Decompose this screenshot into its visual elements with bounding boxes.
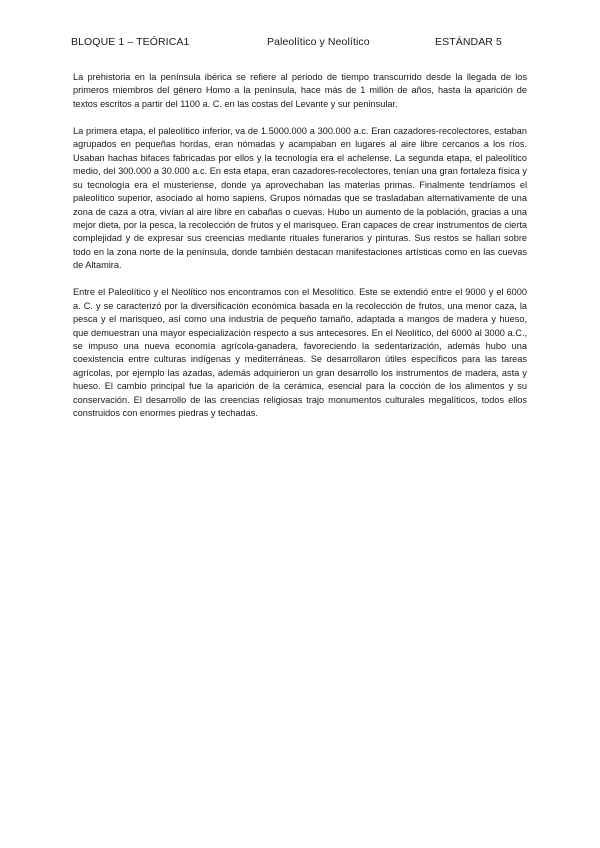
header-topic: Paleolítico y Neolítico — [267, 36, 370, 48]
document-body — [73, 71, 527, 434]
paragraph-paleolitico: La primera etapa, el paleolítico inferior, va de 1.5000.000 a 300.000 a.c. Eran cazadores-recolectores, estaban agrupados en pequeñas hordas, eran nómadas y acampaban en lugares al aire libre cercanos a los ríos. Usaban hachas bifaces fabricadas por ellos y la tecnología era el achelense. La segunda etapa, el paleolítico medio, del 300.000 a 30.000 a.c. En esta etapa, eran cazadores-recolectores, tenían una gran fortaleza física y su tecnología era el musteriense, donde ya aprovechaban las materias primas. Finalmente tendríamos el paleolítico superior, asociado al homo sapiens. Grupos nómadas que se trasladaban alternativamente de una zona de caza a otra, vivían al aire libre en cabañas o cuevas. Hubo un aumento de la población, gracias a una mejor dieta, por la pesca, la recolección de frutos y el marisqueo. Eran capaces de crear instrumentos de cierta complejidad y de expresar sus creencias mediante rituales funerarios y pinturas. Sus restos se hallan sobre todo en la zona norte de la península, donde también destacan manifestaciones artísticas como en las cuevas de Altamira. — [73, 125, 527, 271]
paragraph-prehistoria: La prehistoria en la península ibérica se refiere al periodo de tiempo transcurrido desde la llegada de los primeros miembros del género Homo a la península, hace más de 1 millón de años, hasta la aparición de textos escritos a partir del 1100 a. C. en las costas del Levante y sur peninsular. — [73, 72, 527, 109]
header-block-title: BLOQUE 1 – TEÓRICA1 — [71, 36, 190, 48]
paragraph-mesolitico-neolitico: Entre el Paleolítico y el Neolítico nos encontramos con el Mesolítico. Este se extendió entre el 9000 y el 6000 a. C. y se caracterizó por la diversificación económica basada en la recolección de frutos, una menor caza, la pesca y el marisqueo, así como una industria de pequeño tamaño, adaptada a mangos de madera y hueso, que demuestran una mayor especialización respecto a sus antecesores. En el Neolítico, del 6000 al 3000 a.C., se impuso una nueva economía agrícola-ganadera, favoreciendo la sedentarización, además hubo una coexistencia entre culturas indígenas y mediterráneas. Se desarrollaron útiles específicos para las tareas agrícolas, por ejemplo las azadas, además adquirieron un gran desarrollo los instrumentos de madera, asta y hueso. El cambio principal fue la aparición de la cerámica, esencial para la cocción de los alimentos y su conservación. El desarrollo de las creencias religiosas trajo monumentos culturales megalíticos, todos ellos construidos con enormes piedras y techadas. — [73, 287, 527, 419]
header-standard: ESTÁNDAR 5 — [435, 36, 502, 48]
page-header — [71, 36, 531, 52]
